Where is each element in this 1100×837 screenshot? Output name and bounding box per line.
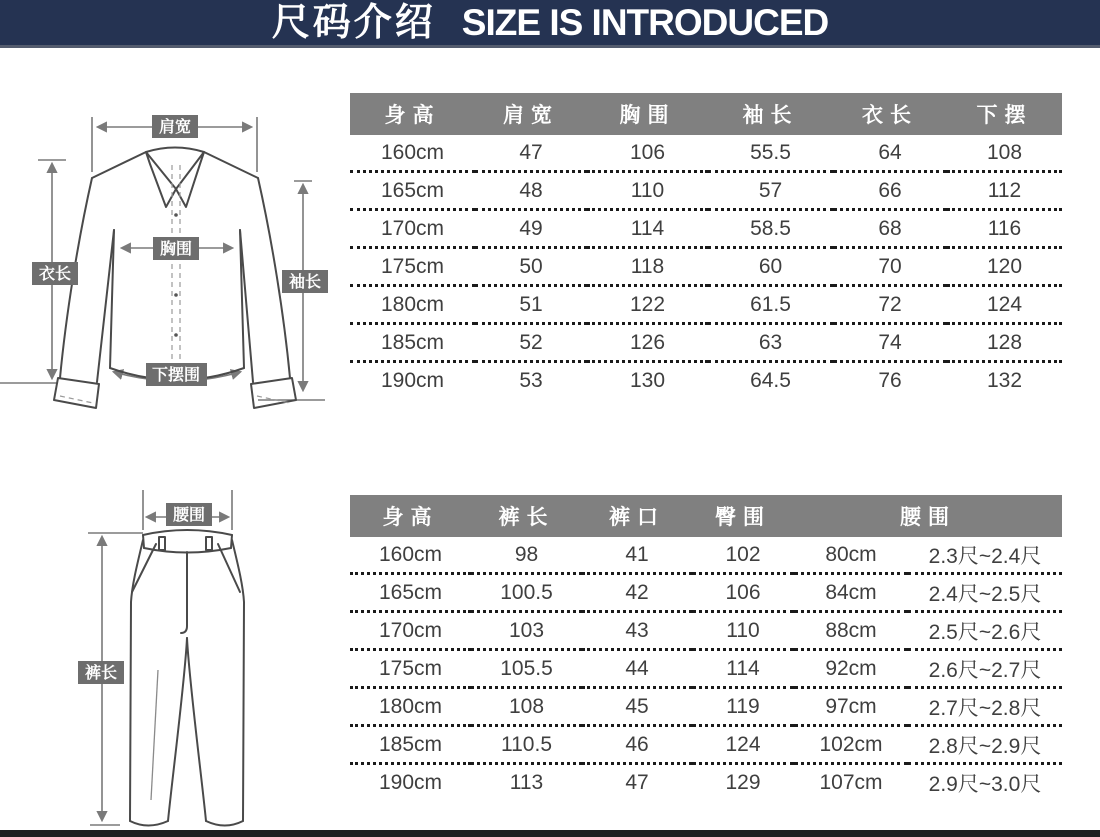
body-length-label	[32, 262, 78, 285]
column-header: 身高	[350, 495, 471, 537]
table-cell: 55.5	[750, 140, 791, 164]
table-cell: 100.5	[500, 580, 553, 604]
table-cell: 108	[508, 694, 545, 718]
pants-measurement-diagram	[40, 480, 320, 837]
table-cell: 180cm	[378, 694, 443, 718]
chest-label	[153, 237, 199, 260]
table-cell: 46	[625, 732, 649, 756]
table-cell: 57	[758, 178, 783, 202]
column-header: 胸围	[587, 93, 708, 135]
table-cell: 124	[725, 732, 761, 756]
svg-text:衣长: 衣长	[38, 266, 72, 283]
table-cell: 128	[986, 330, 1023, 354]
table-cell: 50	[519, 254, 543, 278]
table-cell: 74	[878, 330, 902, 354]
table-cell: 76	[878, 368, 902, 392]
table-cell: 120	[986, 254, 1023, 278]
table-cell: 180cm	[380, 292, 445, 316]
table-cell: 52	[519, 330, 543, 354]
pants-length-label	[78, 661, 124, 684]
table-cell: 114	[630, 216, 665, 240]
shirt-size-table	[350, 93, 1062, 398]
table-cell: 110	[726, 618, 760, 642]
column-header: 下摆	[947, 93, 1062, 135]
table-cell: 185cm	[378, 732, 443, 756]
table-cell: 102	[725, 542, 761, 566]
footer-divider-bar	[0, 830, 1100, 837]
shirt-measurement-diagram	[0, 60, 345, 460]
table-cell: 2.8尺~2.9尺	[928, 734, 1042, 758]
table-row	[350, 726, 1062, 764]
table-cell: 119	[726, 694, 760, 718]
table-cell: 108	[986, 140, 1023, 164]
table-cell: 132	[986, 368, 1023, 392]
banner-title-zh: 尺码介绍	[271, 1, 436, 44]
table-cell: 118	[630, 254, 665, 278]
table-cell: 2.9尺~3.0尺	[928, 772, 1042, 796]
table-cell: 113	[509, 770, 544, 794]
table-cell: 80cm	[825, 542, 877, 566]
table-cell: 42	[625, 580, 649, 604]
table-cell: 51	[519, 292, 543, 316]
column-header: 裤长	[471, 495, 582, 537]
table-cell: 88cm	[825, 618, 877, 642]
table-cell: 175cm	[378, 656, 443, 680]
table-row	[350, 172, 1062, 210]
title-banner	[0, 0, 1100, 48]
table-header-row	[350, 495, 1062, 537]
table-cell: 47	[625, 770, 649, 794]
table-cell: 98	[514, 542, 539, 566]
table-cell: 160cm	[378, 542, 443, 566]
table-row	[350, 135, 1062, 172]
table-cell: 63	[758, 330, 783, 354]
table-cell: 106	[629, 140, 666, 164]
table-cell: 105.5	[500, 656, 553, 680]
table-header-row	[350, 93, 1062, 135]
table-cell: 185cm	[380, 330, 445, 354]
table-cell: 45	[625, 694, 649, 718]
svg-text:肩宽: 肩宽	[158, 119, 192, 136]
table-row	[350, 286, 1062, 324]
table-row	[350, 764, 1062, 801]
column-header: 肩宽	[475, 93, 587, 135]
hem-label	[146, 363, 207, 386]
table-cell: 190cm	[380, 368, 445, 392]
table-cell: 175cm	[380, 254, 445, 278]
column-header: 裤口	[582, 495, 692, 537]
column-header: 臀围	[692, 495, 794, 537]
table-cell: 97cm	[825, 694, 877, 718]
table-cell: 170cm	[378, 618, 443, 642]
table-cell: 126	[629, 330, 666, 354]
table-cell: 110.5	[501, 732, 552, 756]
table-cell: 2.7尺~2.8尺	[928, 696, 1042, 720]
pants-size-table	[350, 495, 1062, 800]
table-cell: 2.5尺~2.6尺	[928, 620, 1042, 644]
table-row	[350, 324, 1062, 362]
svg-text:胸围: 胸围	[159, 241, 193, 258]
table-cell: 64	[878, 140, 902, 164]
table-cell: 130	[629, 368, 666, 392]
table-cell: 190cm	[378, 770, 443, 794]
table-cell: 48	[519, 178, 543, 202]
table-cell: 66	[878, 178, 902, 202]
svg-text:袖长: 袖长	[288, 274, 322, 291]
table-row	[350, 362, 1062, 399]
table-cell: 92cm	[825, 656, 877, 680]
column-header: 腰围	[794, 495, 1062, 537]
table-cell: 43	[625, 618, 649, 642]
table-cell: 129	[725, 770, 761, 794]
table-row	[350, 688, 1062, 726]
column-header: 袖长	[708, 93, 833, 135]
table-cell: 106	[725, 580, 761, 604]
table-cell: 44	[625, 656, 649, 680]
table-cell: 70	[878, 254, 902, 278]
table-row	[350, 574, 1062, 612]
svg-text:腰围: 腰围	[172, 507, 206, 524]
table-cell: 170cm	[380, 216, 445, 240]
shoulder-width-label	[152, 115, 198, 138]
table-cell: 103	[508, 618, 545, 642]
banner-title-en: SIZE IS INTRODUCED	[461, 2, 829, 43]
table-cell: 165cm	[378, 580, 443, 604]
table-cell: 2.4尺~2.5尺	[928, 582, 1042, 606]
table-cell: 72	[878, 292, 902, 316]
table-cell: 114	[726, 656, 760, 680]
column-header: 衣长	[833, 93, 947, 135]
table-row	[350, 210, 1062, 248]
table-cell: 2.3尺~2.4尺	[928, 544, 1042, 568]
column-header: 身高	[350, 93, 475, 135]
table-row	[350, 612, 1062, 650]
svg-text:裤长: 裤长	[84, 665, 118, 682]
table-row	[350, 650, 1062, 688]
table-cell: 165cm	[380, 178, 445, 202]
table-cell: 53	[519, 368, 543, 392]
svg-text:下摆围: 下摆围	[151, 367, 201, 384]
table-cell: 64.5	[750, 368, 791, 392]
table-cell: 112	[987, 178, 1022, 202]
table-cell: 122	[629, 292, 666, 316]
table-row	[350, 537, 1062, 574]
table-cell: 124	[986, 292, 1023, 316]
pants-outline	[130, 530, 244, 826]
table-cell: 84cm	[825, 580, 877, 604]
table-cell: 116	[987, 216, 1022, 240]
table-cell: 61.5	[750, 292, 791, 316]
table-cell: 160cm	[380, 140, 445, 164]
table-cell: 49	[519, 216, 543, 240]
table-cell: 110	[630, 178, 665, 202]
table-cell: 102cm	[819, 732, 883, 756]
table-cell: 41	[625, 542, 649, 566]
table-cell: 107cm	[819, 770, 883, 794]
table-cell: 2.6尺~2.7尺	[928, 658, 1042, 682]
table-row	[350, 248, 1062, 286]
table-cell: 68	[878, 216, 902, 240]
table-cell: 47	[519, 140, 543, 164]
table-cell: 60	[758, 254, 783, 278]
table-cell: 58.5	[750, 216, 791, 240]
waist-label	[166, 503, 212, 526]
sleeve-length-label	[282, 270, 328, 293]
